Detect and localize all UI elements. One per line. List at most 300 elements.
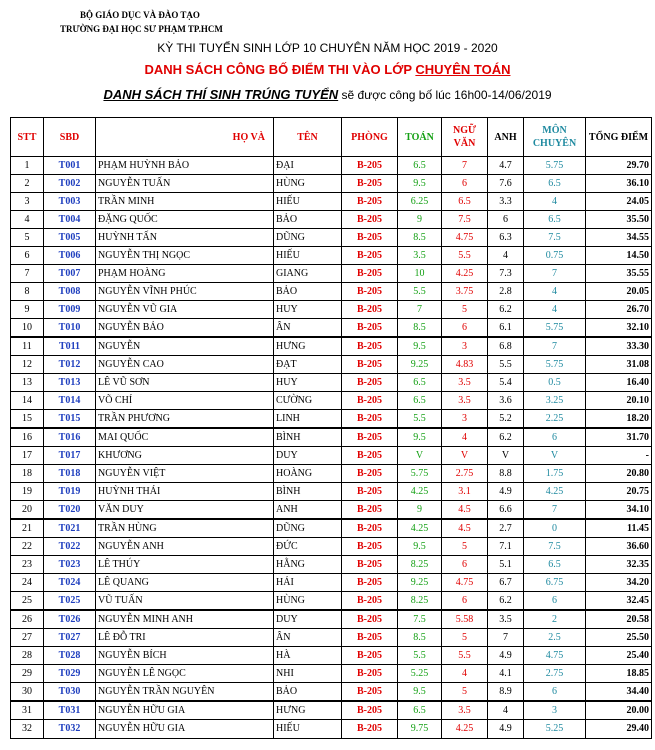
cell-anh: 3.6 (488, 392, 524, 410)
cell-sbd: T014 (44, 392, 96, 410)
table-row (11, 556, 652, 574)
cell-ten: GIANG (274, 265, 342, 283)
cell-ten: ÂN (274, 319, 342, 338)
cell-anh: 2.7 (488, 519, 524, 538)
cell-stt: 8 (11, 283, 44, 301)
cell-ho: LÊ VŨ SƠN (96, 374, 274, 392)
cell-tong: 35.50 (586, 211, 652, 229)
cell-van: 6 (442, 592, 488, 611)
cell-stt: 14 (11, 392, 44, 410)
cell-van: 3.1 (442, 483, 488, 501)
cell-toan: 9 (398, 501, 442, 520)
cell-ho: ĐẶNG QUỐC (96, 211, 274, 229)
cell-stt: 27 (11, 629, 44, 647)
cell-sbd: T017 (44, 447, 96, 465)
cell-sbd: T020 (44, 501, 96, 520)
cell-phong: B-205 (342, 610, 398, 629)
cell-phong: B-205 (342, 265, 398, 283)
cell-anh: 4 (488, 701, 524, 720)
cell-toan: 9.5 (398, 538, 442, 556)
cell-anh: 3.5 (488, 610, 524, 629)
cell-mon: 5.75 (524, 356, 586, 374)
cell-stt: 3 (11, 193, 44, 211)
table-row (11, 410, 652, 429)
cell-sbd: T026 (44, 610, 96, 629)
cell-stt: 4 (11, 211, 44, 229)
cell-phong: B-205 (342, 428, 398, 447)
cell-van: 7 (442, 157, 488, 175)
cell-mon: 2.25 (524, 410, 586, 429)
score-table-body (11, 157, 652, 739)
cell-tong: 33.30 (586, 337, 652, 356)
cell-toan: 5.25 (398, 665, 442, 683)
cell-ho: MAI QUỐC (96, 428, 274, 447)
cell-ten: HOÀNG (274, 465, 342, 483)
exam-title: KỲ THI TUYỂN SINH LỚP 10 CHUYÊN NĂM HỌC 2019 - 2020 (157, 41, 498, 55)
cell-sbd: T032 (44, 720, 96, 739)
cell-toan: 6.5 (398, 374, 442, 392)
cell-tong: 25.50 (586, 629, 652, 647)
ministry-name: BỘ GIÁO DỤC VÀ ĐÀO TẠO (80, 10, 200, 20)
table-row (11, 337, 652, 356)
cell-anh: 5.2 (488, 410, 524, 429)
cell-phong: B-205 (342, 410, 398, 429)
cell-anh: 5.1 (488, 556, 524, 574)
cell-mon: 4 (524, 193, 586, 211)
cell-anh: 6.1 (488, 319, 524, 338)
cell-mon: 6 (524, 592, 586, 611)
cell-toan: 10 (398, 265, 442, 283)
cell-toan: 7.5 (398, 610, 442, 629)
cell-anh: 6 (488, 211, 524, 229)
cell-phong: B-205 (342, 229, 398, 247)
cell-tong: 24.05 (586, 193, 652, 211)
cell-ten: HUY (274, 301, 342, 319)
col-header-ten: TÊN (274, 118, 342, 157)
cell-sbd: T016 (44, 428, 96, 447)
cell-anh: 7.1 (488, 538, 524, 556)
cell-sbd: T002 (44, 175, 96, 193)
cell-mon: 4 (524, 301, 586, 319)
cell-toan: 9 (398, 211, 442, 229)
cell-anh: 4.1 (488, 665, 524, 683)
cell-stt: 5 (11, 229, 44, 247)
cell-anh: 6.2 (488, 592, 524, 611)
cell-ten: HÙNG (274, 592, 342, 611)
cell-mon: 0 (524, 519, 586, 538)
cell-ho: NGUYỄN ANH (96, 538, 274, 556)
cell-tong: 34.20 (586, 574, 652, 592)
table-row (11, 610, 652, 629)
cell-mon: 7 (524, 501, 586, 520)
cell-anh: 4 (488, 247, 524, 265)
cell-phong: B-205 (342, 665, 398, 683)
cell-van: 3.5 (442, 374, 488, 392)
cell-toan: 6.5 (398, 392, 442, 410)
cell-van: 6 (442, 556, 488, 574)
cell-tong: 36.60 (586, 538, 652, 556)
cell-toan: 5.5 (398, 410, 442, 429)
notice-rest: sẽ được công bố lúc 16h00-14/06/2019 (338, 88, 552, 102)
cell-stt: 21 (11, 519, 44, 538)
table-row (11, 574, 652, 592)
cell-toan: 9.25 (398, 574, 442, 592)
cell-stt: 1 (11, 157, 44, 175)
cell-mon: 7 (524, 265, 586, 283)
cell-phong: B-205 (342, 157, 398, 175)
cell-toan: 8.25 (398, 592, 442, 611)
cell-van: 5.5 (442, 647, 488, 665)
cell-tong: 31.70 (586, 428, 652, 447)
cell-ho: NGUYỄN HỮU GIA (96, 701, 274, 720)
cell-ho: NGUYỄN TUẤN (96, 175, 274, 193)
cell-stt: 18 (11, 465, 44, 483)
cell-ho: NGUYỄN BÍCH (96, 647, 274, 665)
cell-van: V (442, 447, 488, 465)
cell-anh: 3.3 (488, 193, 524, 211)
cell-ho: PHẠM HOÀNG (96, 265, 274, 283)
cell-tong: 29.40 (586, 720, 652, 739)
cell-toan: 9.75 (398, 720, 442, 739)
col-header-ho: HỌ VÀ (96, 118, 274, 157)
cell-sbd: T005 (44, 229, 96, 247)
cell-stt: 19 (11, 483, 44, 501)
cell-ho: LÊ THÚY (96, 556, 274, 574)
cell-tong: 34.10 (586, 501, 652, 520)
cell-anh: 7.6 (488, 175, 524, 193)
table-row (11, 447, 652, 465)
cell-phong: B-205 (342, 211, 398, 229)
cell-mon: 7.5 (524, 538, 586, 556)
table-row (11, 301, 652, 319)
cell-sbd: T019 (44, 483, 96, 501)
cell-ho: NGUYỄN VŨ GIA (96, 301, 274, 319)
table-row (11, 211, 652, 229)
table-row (11, 538, 652, 556)
cell-ho: VÕ CHÍ (96, 392, 274, 410)
cell-ten: LINH (274, 410, 342, 429)
cell-stt: 29 (11, 665, 44, 683)
cell-ho: LÊ ĐỖ TRI (96, 629, 274, 647)
cell-ten: DUY (274, 610, 342, 629)
cell-sbd: T013 (44, 374, 96, 392)
cell-van: 2.75 (442, 465, 488, 483)
cell-ho: NGUYỄN HỮU GIA (96, 720, 274, 739)
cell-sbd: T006 (44, 247, 96, 265)
cell-anh: 6.7 (488, 574, 524, 592)
cell-van: 5 (442, 629, 488, 647)
cell-toan: 8.5 (398, 319, 442, 338)
cell-ten: HÙNG (274, 175, 342, 193)
cell-anh: 8.9 (488, 683, 524, 702)
col-header-tong: TỔNG ĐIỂM (586, 118, 652, 157)
cell-phong: B-205 (342, 519, 398, 538)
cell-mon: 3.25 (524, 392, 586, 410)
cell-anh: 4.9 (488, 720, 524, 739)
cell-anh: 6.3 (488, 229, 524, 247)
cell-van: 5 (442, 301, 488, 319)
cell-stt: 12 (11, 356, 44, 374)
announcement-notice (0, 87, 655, 102)
cell-phong: B-205 (342, 392, 398, 410)
table-row (11, 465, 652, 483)
cell-van: 3.5 (442, 392, 488, 410)
cell-ho: KHƯƠNG (96, 447, 274, 465)
cell-mon: 6.5 (524, 175, 586, 193)
cell-van: 5 (442, 683, 488, 702)
cell-phong: B-205 (342, 283, 398, 301)
cell-tong: 20.80 (586, 465, 652, 483)
cell-stt: 20 (11, 501, 44, 520)
cell-stt: 2 (11, 175, 44, 193)
cell-ten: BẢO (274, 683, 342, 702)
cell-mon: 3 (524, 701, 586, 720)
cell-ten: CƯỜNG (274, 392, 342, 410)
cell-tong: 29.70 (586, 157, 652, 175)
cell-ho: NGUYỄN LÊ NGỌC (96, 665, 274, 683)
cell-ten: HIẾU (274, 193, 342, 211)
cell-mon: 4.75 (524, 647, 586, 665)
cell-anh: 6.2 (488, 301, 524, 319)
cell-tong: 20.10 (586, 392, 652, 410)
col-header-stt: STT (11, 118, 44, 157)
cell-van: 5.5 (442, 247, 488, 265)
cell-anh: 4.7 (488, 157, 524, 175)
cell-stt: 13 (11, 374, 44, 392)
cell-ho: NGUYỄN THỊ NGỌC (96, 247, 274, 265)
cell-ho: LÊ QUANG (96, 574, 274, 592)
col-header-mon: MÔN CHUYÊN (524, 118, 586, 157)
cell-phong: B-205 (342, 574, 398, 592)
cell-tong: 20.00 (586, 701, 652, 720)
cell-ten: HƯNG (274, 701, 342, 720)
cell-sbd: T012 (44, 356, 96, 374)
cell-ten: DUY (274, 447, 342, 465)
cell-mon: 5.75 (524, 157, 586, 175)
cell-ten: HẢI (274, 574, 342, 592)
cell-anh: V (488, 447, 524, 465)
cell-phong: B-205 (342, 374, 398, 392)
cell-toan: V (398, 447, 442, 465)
cell-toan: 9.5 (398, 337, 442, 356)
cell-sbd: T030 (44, 683, 96, 702)
cell-van: 5 (442, 538, 488, 556)
cell-stt: 25 (11, 592, 44, 611)
cell-toan: 8.5 (398, 629, 442, 647)
cell-mon: 5.75 (524, 319, 586, 338)
cell-sbd: T011 (44, 337, 96, 356)
cell-tong: 20.05 (586, 283, 652, 301)
university-name: TRƯỜNG ĐẠI HỌC SƯ PHẠM TP.HCM (60, 24, 223, 34)
cell-stt: 32 (11, 720, 44, 739)
cell-van: 3 (442, 410, 488, 429)
table-row (11, 319, 652, 338)
cell-van: 4 (442, 428, 488, 447)
col-header-anh: ANH (488, 118, 524, 157)
cell-anh: 8.8 (488, 465, 524, 483)
cell-sbd: T018 (44, 465, 96, 483)
cell-stt: 6 (11, 247, 44, 265)
cell-toan: 6.25 (398, 193, 442, 211)
cell-sbd: T028 (44, 647, 96, 665)
cell-mon: 6 (524, 683, 586, 702)
cell-ho: TRẦN HÙNG (96, 519, 274, 538)
cell-ho: NGUYỄN MINH ANH (96, 610, 274, 629)
cell-sbd: T004 (44, 211, 96, 229)
cell-toan: 8.25 (398, 556, 442, 574)
cell-mon: 2 (524, 610, 586, 629)
list-title (0, 62, 655, 77)
cell-anh: 4.9 (488, 647, 524, 665)
cell-anh: 5.4 (488, 374, 524, 392)
cell-toan: 5.5 (398, 283, 442, 301)
cell-mon: 6 (524, 428, 586, 447)
cell-ten: BÌNH (274, 483, 342, 501)
table-row (11, 265, 652, 283)
cell-ho: VŨ TUẤN (96, 592, 274, 611)
cell-tong: 32.35 (586, 556, 652, 574)
cell-phong: B-205 (342, 647, 398, 665)
cell-sbd: T009 (44, 301, 96, 319)
cell-stt: 30 (11, 683, 44, 702)
cell-anh: 6.8 (488, 337, 524, 356)
cell-mon: 7.5 (524, 229, 586, 247)
cell-phong: B-205 (342, 175, 398, 193)
cell-toan: 9.5 (398, 683, 442, 702)
cell-van: 4.5 (442, 501, 488, 520)
cell-mon: 6.5 (524, 211, 586, 229)
cell-ten: HIẾU (274, 247, 342, 265)
table-row (11, 229, 652, 247)
cell-ten: HÀ (274, 647, 342, 665)
cell-toan: 5.75 (398, 465, 442, 483)
cell-tong: 36.10 (586, 175, 652, 193)
cell-tong: 18.20 (586, 410, 652, 429)
cell-phong: B-205 (342, 701, 398, 720)
cell-van: 3.75 (442, 283, 488, 301)
cell-ho: NGUYỄN (96, 337, 274, 356)
cell-toan: 5.5 (398, 647, 442, 665)
cell-anh: 7.3 (488, 265, 524, 283)
cell-mon: 4 (524, 283, 586, 301)
table-row (11, 374, 652, 392)
cell-ten: NHI (274, 665, 342, 683)
cell-sbd: T024 (44, 574, 96, 592)
cell-tong: 26.70 (586, 301, 652, 319)
table-row (11, 193, 652, 211)
cell-stt: 22 (11, 538, 44, 556)
cell-tong: 34.55 (586, 229, 652, 247)
cell-sbd: T023 (44, 556, 96, 574)
col-header-van: NGỮ VĂN (442, 118, 488, 157)
cell-phong: B-205 (342, 337, 398, 356)
cell-tong: 31.08 (586, 356, 652, 374)
cell-ten: HIẾU (274, 720, 342, 739)
cell-van: 4.75 (442, 229, 488, 247)
cell-sbd: T007 (44, 265, 96, 283)
table-row (11, 701, 652, 720)
cell-ho: TRẦN MINH (96, 193, 274, 211)
cell-phong: B-205 (342, 683, 398, 702)
table-row (11, 629, 652, 647)
cell-ten: BẢO (274, 283, 342, 301)
table-header-row (11, 118, 652, 157)
cell-van: 4.25 (442, 720, 488, 739)
table-row (11, 501, 652, 520)
cell-mon: 6.75 (524, 574, 586, 592)
cell-ho: NGUYỄN VĨNH PHÚC (96, 283, 274, 301)
cell-toan: 4.25 (398, 483, 442, 501)
cell-ho: NGUYỄN TRẦN NGUYÊN (96, 683, 274, 702)
cell-tong: 20.58 (586, 610, 652, 629)
cell-ten: ĐẠT (274, 356, 342, 374)
cell-mon: 2.75 (524, 665, 586, 683)
cell-phong: B-205 (342, 501, 398, 520)
cell-ten: ĐẠI (274, 157, 342, 175)
cell-tong: 18.85 (586, 665, 652, 683)
cell-phong: B-205 (342, 301, 398, 319)
cell-tong: - (586, 447, 652, 465)
cell-van: 7.5 (442, 211, 488, 229)
cell-sbd: T001 (44, 157, 96, 175)
cell-anh: 7 (488, 629, 524, 647)
table-row (11, 647, 652, 665)
cell-van: 6 (442, 319, 488, 338)
cell-stt: 28 (11, 647, 44, 665)
col-header-phong: PHÒNG (342, 118, 398, 157)
col-header-toan: TOÁN (398, 118, 442, 157)
cell-van: 4 (442, 665, 488, 683)
cell-ten: ANH (274, 501, 342, 520)
cell-toan: 4.25 (398, 519, 442, 538)
table-row (11, 720, 652, 739)
cell-toan: 6.5 (398, 157, 442, 175)
cell-van: 4.5 (442, 519, 488, 538)
cell-sbd: T003 (44, 193, 96, 211)
cell-sbd: T015 (44, 410, 96, 429)
cell-stt: 17 (11, 447, 44, 465)
cell-stt: 24 (11, 574, 44, 592)
table-row (11, 247, 652, 265)
cell-sbd: T029 (44, 665, 96, 683)
cell-van: 4.75 (442, 574, 488, 592)
cell-phong: B-205 (342, 629, 398, 647)
cell-anh: 4.9 (488, 483, 524, 501)
cell-van: 5.58 (442, 610, 488, 629)
cell-mon: 7 (524, 337, 586, 356)
cell-ho: HUỲNH THÁI (96, 483, 274, 501)
cell-toan: 8.5 (398, 229, 442, 247)
cell-tong: 14.50 (586, 247, 652, 265)
list-title-prefix: DANH SÁCH CÔNG BỐ ĐIỂM THI VÀO LỚP (144, 62, 416, 77)
notice-emphasis: DANH SÁCH THÍ SINH TRÚNG TUYỂN (103, 87, 339, 102)
cell-toan: 7 (398, 301, 442, 319)
cell-tong: 11.45 (586, 519, 652, 538)
table-row (11, 157, 652, 175)
cell-mon: 4.25 (524, 483, 586, 501)
table-row (11, 392, 652, 410)
cell-phong: B-205 (342, 193, 398, 211)
cell-ten: HƯNG (274, 337, 342, 356)
cell-toan: 9.25 (398, 356, 442, 374)
cell-anh: 6.6 (488, 501, 524, 520)
cell-stt: 26 (11, 610, 44, 629)
cell-van: 3 (442, 337, 488, 356)
cell-stt: 23 (11, 556, 44, 574)
list-title-class: CHUYÊN TOÁN (415, 62, 511, 77)
cell-sbd: T021 (44, 519, 96, 538)
cell-mon: 5.25 (524, 720, 586, 739)
